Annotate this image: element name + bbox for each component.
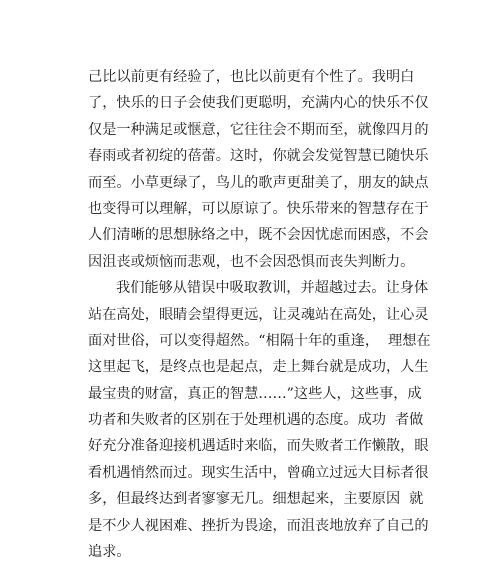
- paragraph-1: [88, 64, 429, 275]
- text-line: 多，但最终达到者寥寥无几。细想起来，主要原因 就: [88, 491, 424, 508]
- text-line: 好充分准备迎接机遇适时来临，而失败者工作懒散，眼: [88, 438, 429, 455]
- paragraph-2: [88, 275, 431, 565]
- text-line: 人们清晰的思想脉络之中，既不会因忧虑而困惑，不会: [88, 227, 429, 244]
- text-line: 了，快乐的日子会使我们更聪明，充满内心的快乐不仅: [88, 95, 429, 112]
- text-line: 因沮丧或烦恼而悲观，也不会因恐惧而丧失判断力。: [88, 253, 415, 270]
- text-line: 己比以前更有经验了，也比以前更有个性了。我明白: [88, 69, 415, 85]
- text-line: 而至。小草更绿了，鸟儿的歌声更甜美了，朋友的缺点: [88, 174, 429, 191]
- text-line: 也变得可以理解，可以原谅了。快乐带来的智慧存在于: [88, 200, 429, 217]
- text-line: 我们能够从错误中吸取教训，并超越过去。让身体: [116, 280, 429, 297]
- text-line: 春雨或者初绽的蓓蕾。这时，你就会发觉智慧已随快乐: [88, 148, 429, 165]
- text-line: 追求。: [88, 544, 131, 561]
- text-line: 最宝贵的财富，真正的智慧……”这些人，这些事，成: [88, 385, 422, 402]
- text-line: 这里起飞，是终点也是起点，走上舞台就是成功，人生: [88, 359, 429, 376]
- text-line: 是不少人视困难、挫折为畏途，而沮丧地放弃了自己的: [88, 517, 429, 534]
- text-line: 功者和失败者的区别在于处理机遇的态度。成功 者做: [88, 412, 424, 429]
- text-line: 站在高处，眼睛会望得更远，让灵魂站在高处，让心灵: [88, 306, 429, 323]
- text-line: 看机遇悄然而过。现实生活中，曾确立过远大目标者很: [88, 464, 429, 481]
- text-line: 面对世俗，可以变得超然。“相隔十年的重逢， 理想在: [88, 332, 431, 349]
- text-line: 仅是一种满足或惬意，它往往会不期而至，就像四月的: [88, 121, 429, 138]
- body-text: [88, 64, 431, 565]
